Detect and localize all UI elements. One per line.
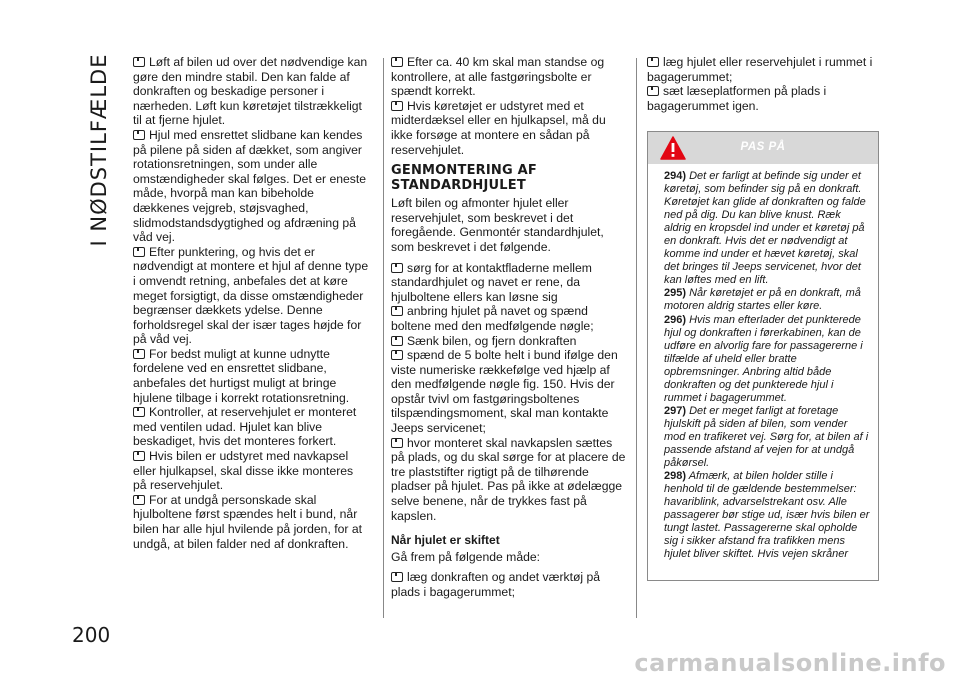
watermark: carmanualsonline.info — [634, 649, 946, 677]
bullet-item: Efter ca. 40 km skal man standse og kontrollere, at alle fastgøringsbolte er spændt korrekt. — [391, 55, 605, 99]
bullet-item: Efter punktering, og hvis det er nødvendigt at montere et hjul af denne type i omvendt retning, anbefales det at køre meget forsigtigt, da disse omstændigheder begrænser dækkets ydelse. Denne forholdsregel skal der især tages højde for på våd vej. — [133, 244, 369, 347]
step-item: læg donkraften og andet værktøj på plads i bagagerummet; — [391, 570, 601, 599]
bullet-icon — [391, 572, 403, 582]
column-divider — [383, 58, 384, 618]
column-divider — [636, 58, 637, 618]
bullet-item: Hvis køretøjet er udstyret med et midterdæksel eller en hjulkapsel, må du ikke forsøge at montere en sådan på reservehjulet. — [391, 98, 606, 157]
bullet-item: Løft af bilen ud over det nødvendige kan gøre den mindre stabil. Den kan falde af donkraften og beskadige personer i nærheden. Løft kun køretøjet tilstrækkeligt til at fjerne hjulet. — [133, 55, 368, 128]
bullet-icon — [391, 57, 403, 67]
section-title: I NØDSTILFÆLDE — [87, 53, 111, 247]
section-heading: GENMONTERING AF STANDARDHJULET — [391, 163, 537, 194]
warning-number: 294) — [664, 170, 687, 182]
bullet-item: Kontroller, at reservehjulet er monteret med ventilen udad. Hjulet kan blive beskadiget, hvis det monteres forkert. — [133, 405, 357, 449]
warning-number: 295) — [664, 287, 687, 300]
bullet-item: Hvis bilen er udstyret med navkapsel eller hjulkapsel, skal disse ikke monteres på reservehjulet. — [133, 449, 354, 493]
column-1 — [133, 55, 369, 551]
bullet-icon — [647, 57, 659, 67]
bullet-icon — [133, 349, 145, 359]
warning-item: 294) Det er farligt at befinde sig under et køretøj, som befinder sig på en donkraft. Køretøjet kan glide af donkraften og falde ned på dig. Du kan blive knust. Ræk aldrig en kropsdel ind under et køretøj på en donkraft. Hvis det er nødvendigt at komme ind under et hævet køretøj, skal det bringes til Jeeps servicenet, hvor det kan løftes med en lift. — [664, 170, 866, 287]
step-item: Sænk bilen, og fjern donkraften — [391, 334, 627, 349]
column-2 — [391, 55, 627, 600]
step-item: sæt læseplatformen på plads i bagagerummet igen. — [647, 84, 827, 113]
step-item: anbring hjulet på navet og spænd boltene med den medfølgende nøgle; — [391, 304, 594, 333]
subheading: Når hjulet er skiftet — [391, 533, 500, 548]
page-number: 200 — [72, 623, 111, 647]
warning-number: 298) — [664, 470, 687, 483]
bullet-icon — [391, 263, 403, 273]
bullet-item: For bedst muligt at kunne udnytte fordelene ved en ensrettet slidbane, anbefales det hurtigst muligt at bringe hjulene tilbage i korrekt rotationsretning. — [133, 346, 350, 405]
column-3 — [647, 55, 877, 113]
warning-label: PAS PÅ — [740, 141, 786, 153]
bullet-icon — [391, 438, 403, 448]
bullet-icon — [133, 130, 145, 140]
intro-paragraph: Løft bilen og afmonter hjulet eller reservehjulet, som beskrevet i det foregående. Genmontér standardhjulet, som beskrevet i det følgende. — [391, 196, 604, 254]
warning-item: 298) Afmærk, at bilen holder stille i henhold til de gældende bestemmelser: havariblink, advarselstrekant osv. Alle passagerer bør stige ud, især hvis bilen er tungt lastet. Passagererne skal opholde sig i sikker afstand fra trafikken mens hjulet bliver skiftet. Hvis vejen skråner — [664, 470, 870, 561]
step-item: spænd de 5 bolte helt i bund ifølge den viste numeriske rækkefølge ved hjælp af den medfølgende nøgle fig. 150. Hvis der opstår tvivl om fastgøringsboltenes tilspændingsmoment, skal man kontakte Jeeps servicenet; — [391, 348, 618, 436]
warning-number: 297) — [664, 404, 687, 417]
step-item: hvor monteret skal navkapslen sættes på plads, og du skal sørge for at placere de tre plaststifter rigtigt på de tilhørende pladser på hjulet. Pas på ikke at ødelægge selve benene, når de trykkes fast på kapslen. — [391, 435, 626, 523]
warning-item: 295) Når køretøjet er på en donkraft, må motoren aldrig startes eller køre. — [664, 287, 861, 313]
bullet-icon — [133, 247, 145, 257]
step-item: læg hjulet eller reservehjulet i rummet i bagagerummet; — [647, 55, 873, 84]
warning-box — [647, 131, 879, 581]
warning-header — [648, 132, 878, 164]
warning-body — [648, 164, 878, 561]
step-item: sørg for at kontaktfladerne mellem standardhjulet og navet er rene, da hjulboltene ellers kan løsne sig — [391, 260, 592, 304]
warning-item: 297) Det er meget farligt at foretage hjulskift på siden af bilen, som vender mod en trafikeret vej. Sørg for, at bilen af i passende afstand af vejen for at undgå påkørsel. — [664, 404, 869, 470]
bullet-item: For at undgå personskade skal hjulboltene først spændes helt i bund, når bilen har alle hjul hvilende på jorden, for at undgå, at bilen falder ned af donkraften. — [133, 492, 363, 551]
warning-item: 296) Hvis man efterlader det punkterede hjul og donkraften i førerkabinen, kan de udføre en alvorlig fare for passagererne i tilfælde af uheld eller bratte opbremsninger. Anbring altid både donkraften og det punkterede hjul i rummet i bagagerummet. — [664, 313, 863, 404]
bullet-icon — [133, 451, 145, 461]
warning-number: 296) — [664, 313, 687, 326]
bullet-icon — [133, 495, 145, 505]
bullet-icon — [391, 336, 403, 346]
bullet-item: Hjul med ensrettet slidbane kan kendes på pilene på siden af dækket, som angiver rotationsretningen, som under alle omstændigheder skal følges. Det er eneste måde, hvorpå man kan bibeholde dækkenes vejgreb, støjsvaghed, slidmodstandsdygtighed og afdræning på våd vej. — [133, 127, 367, 245]
bullet-icon — [133, 407, 145, 417]
bullet-icon — [133, 57, 145, 67]
bullet-icon — [391, 350, 403, 360]
sub-intro: Gå frem på følgende måde: — [391, 549, 541, 564]
bullet-icon — [391, 101, 403, 111]
bullet-icon — [647, 86, 659, 96]
bullet-icon — [391, 306, 403, 316]
